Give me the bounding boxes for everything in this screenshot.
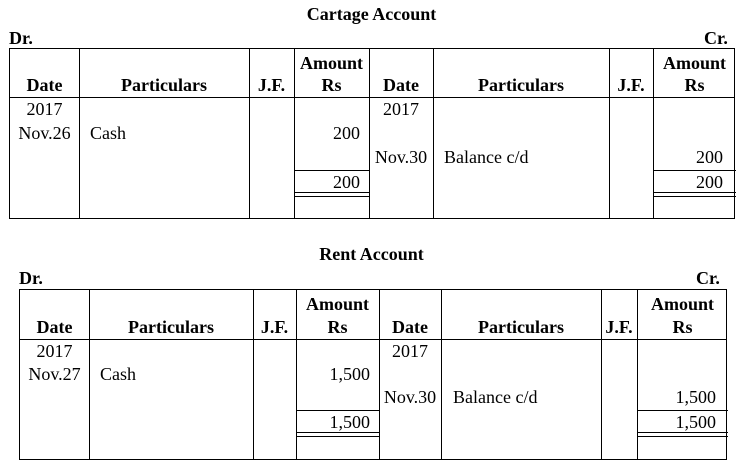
header-amount: Amount <box>650 294 714 314</box>
header-particulars: Particulars <box>478 75 564 95</box>
credit-total: 1,500 <box>675 412 716 432</box>
header-amount-unit: Rs <box>321 75 342 95</box>
header-amount: Amount <box>662 53 726 73</box>
cr-label: Cr. <box>704 28 728 48</box>
debit-date: Nov.26 <box>18 123 71 143</box>
ledger-table <box>19 289 727 460</box>
credit-amount: 1,500 <box>675 387 716 407</box>
header-jf: J.F. <box>617 75 645 95</box>
debit-date: Nov.27 <box>28 364 81 384</box>
debit-amount: 200 <box>333 123 360 143</box>
cr-label: Cr. <box>696 268 720 288</box>
header-particulars: Particulars <box>478 317 564 337</box>
credit-year: 2017 <box>383 99 419 119</box>
debit-particulars: Cash <box>100 364 136 384</box>
header-jf: J.F. <box>260 317 289 337</box>
dr-label: Dr. <box>9 28 33 48</box>
header-jf: J.F. <box>257 75 286 95</box>
header-amount-unit: Rs <box>684 75 705 95</box>
credit-particulars: Balance c/d <box>453 387 538 407</box>
credit-date: Nov.30 <box>383 387 437 407</box>
header-amount-unit: Rs <box>672 317 693 337</box>
header-particulars: Particulars <box>121 75 207 95</box>
header-amount: Amount <box>299 53 363 73</box>
header-date: Date <box>36 317 73 337</box>
header-date: Date <box>26 75 63 95</box>
debit-total: 1,500 <box>329 412 370 432</box>
credit-year: 2017 <box>392 341 428 361</box>
header-jf: J.F. <box>605 317 633 337</box>
credit-amount: 200 <box>696 147 723 167</box>
account-title: Rent Account <box>319 244 424 264</box>
header-date: Date <box>392 317 428 337</box>
debit-year: 2017 <box>26 99 63 119</box>
dr-label: Dr. <box>19 268 43 288</box>
credit-particulars: Balance c/d <box>444 147 529 167</box>
debit-particulars: Cash <box>90 123 126 143</box>
ledger-table <box>9 48 735 219</box>
header-date: Date <box>383 75 419 95</box>
credit-total: 200 <box>696 172 723 192</box>
debit-amount: 1,500 <box>329 364 370 384</box>
header-particulars: Particulars <box>128 317 214 337</box>
account-title: Cartage Account <box>306 4 437 24</box>
credit-date: Nov.30 <box>374 147 428 167</box>
debit-total: 200 <box>333 172 360 192</box>
header-amount-unit: Rs <box>327 317 348 337</box>
header-amount: Amount <box>305 294 369 314</box>
debit-year: 2017 <box>36 341 73 361</box>
